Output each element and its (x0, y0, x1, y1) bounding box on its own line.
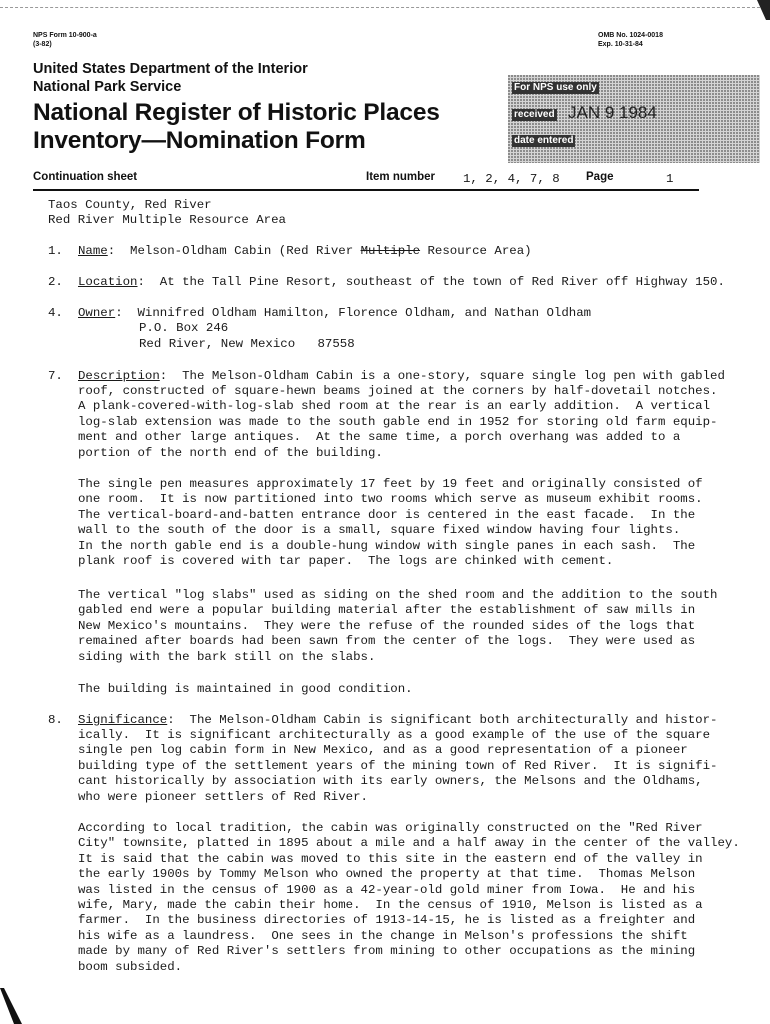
omb-line: OMB No. 1024-0018 (598, 32, 663, 39)
omb-number (598, 31, 663, 49)
item8-first-line (78, 713, 717, 728)
nps-use-only-label: For NPS use only (514, 82, 597, 93)
item7-number: 7. (48, 369, 63, 383)
form-number: NPS Form 10-900-a (33, 32, 97, 39)
item1-label: Name (78, 244, 108, 258)
nps-use-only-box (508, 75, 760, 163)
resource-area-line: Red River Multiple Resource Area (48, 213, 286, 227)
item1-struck-word: Multiple (360, 244, 421, 258)
item-number-label: Item number (366, 171, 436, 183)
item7-label: Description (78, 369, 160, 383)
form-title (33, 99, 440, 155)
item1-number: 1. (48, 244, 63, 258)
date-entered-label: date entered (514, 135, 574, 146)
form-title-line1: National Register of Historic Places (33, 99, 440, 126)
item4-address-line2: Red River, New Mexico 87558 (139, 337, 355, 351)
item7-paragraph1: roof, constructed of square-hewn beams joined at the corners by half-dovetail notches. A plank-covered-with-log-slab shed room at the rear is an early addition. A vertical log-slab extension was made to the south gable end in 1952 for storing old farm equip- ment and other large antiques. At the same time, a porch overhang was added to a portion of the north end of the building. (78, 384, 718, 460)
item2-label: Location (78, 275, 138, 289)
item7-paragraph4: The building is maintained in good condition. (78, 682, 413, 696)
item8-number: 8. (48, 713, 63, 727)
top-edge-line (0, 7, 760, 8)
item2-number: 2. (48, 275, 63, 289)
county-line: Taos County, Red River (48, 198, 212, 212)
item-number-value: 1, 2, 4, 7, 8 (463, 172, 560, 186)
service-name: National Park Service (33, 79, 182, 95)
item4-number: 4. (48, 306, 63, 320)
item4-label: Owner (78, 306, 116, 320)
item8-paragraph2: According to local tradition, the cabin was originally constructed on the "Red River City" townsite, platted in 1895 about a mile and a half away in the center of the valley. It is said that the cabin was moved to this site in the eastern end of the valley in the early 1900s by Tommy Melson who owned the property at that time. Thomas Melson was listed in the census of 1900 as a 42-year-old gold miner from Iowa. He and his wife, Mary, made the cabin their home. In the census of 1910, Melson is listed as a farmer. In the business directories of 1913-14-15, he is listed as a freighter and his wife as a laundress. One sees in the change in Melson's professions the shift made by many of Red River's settlers from mining to other occupations as the mining boom subsided. (78, 821, 740, 974)
item1-name (78, 244, 532, 259)
item4-owner (78, 306, 591, 321)
item8-first-text: : The Melson-Oldham Cabin is significant both architecturally and histor- (167, 713, 718, 727)
form-identifier (33, 31, 97, 49)
item7-first-line (78, 369, 725, 384)
received-date-stamp: JAN 9 1984 (568, 103, 657, 122)
item4-address-line1: P.O. Box 246 (139, 321, 229, 335)
item1-text-a: : Melson-Oldham Cabin (Red River (107, 244, 361, 258)
item4-text: : Winnifred Oldham Hamilton, Florence Oldham, and Nathan Oldham (115, 306, 592, 320)
agency-heading (33, 60, 308, 96)
item8-label: Significance (78, 713, 168, 727)
scan-corner-mark (0, 988, 22, 1024)
department-name: United States Department of the Interior (33, 61, 308, 77)
item1-text-b: Resource Area) (420, 244, 532, 258)
page-label: Page (586, 171, 614, 183)
item7-paragraph2: The single pen measures approximately 17 feet by 19 feet and originally consisted of one room. It is now partitioned into two rooms which serve as museum exhibit rooms. The vertical-board-and-batten entrance door is centered in the east facade. In the wall to the south of the door is a small, square fixed window having four lights. In the north gable end is a double-hung window with single panes in each sash. The plank roof is covered with tar paper. The logs are chinked with cement. (78, 477, 703, 569)
header-divider (33, 189, 699, 191)
form-revision: (3-82) (33, 41, 52, 48)
received-label: received (514, 109, 555, 120)
page-value: 1 (666, 172, 674, 186)
item7-paragraph3: The vertical "log slabs" used as siding on the shed room and the addition to the south gabled end were a popular building material after the establishment of saw mills in New Mexico's mountains. They were the refuse of the rounded sides of the logs that remained after boards had been sawn from the center of the logs. They were used as siding with the bark still on the slabs. (78, 588, 718, 664)
item2-text: : At the Tall Pine Resort, southeast of the town of Red River off Highway 150. (137, 275, 725, 289)
scan-edge-mark (757, 0, 770, 20)
item8-paragraph1: ically. It is significant architecturally as a good example of the use of the square single pen log cabin form in New Mexico, and as a good representation of a pioneer building type of the settlement years of the mining town of Red River. It is signifi- cant historically by association with its early owners, the Melsons and the Oldhams, who were pioneer settlers of Red River. (78, 728, 718, 804)
form-title-line2: Inventory—Nomination Form (33, 127, 366, 154)
omb-expiration: Exp. 10-31-84 (598, 41, 643, 48)
item7-first-text: : The Melson-Oldham Cabin is a one-story, square single log pen with gabled (159, 369, 725, 383)
continuation-sheet-label: Continuation sheet (33, 171, 138, 183)
item2-location (78, 275, 725, 290)
